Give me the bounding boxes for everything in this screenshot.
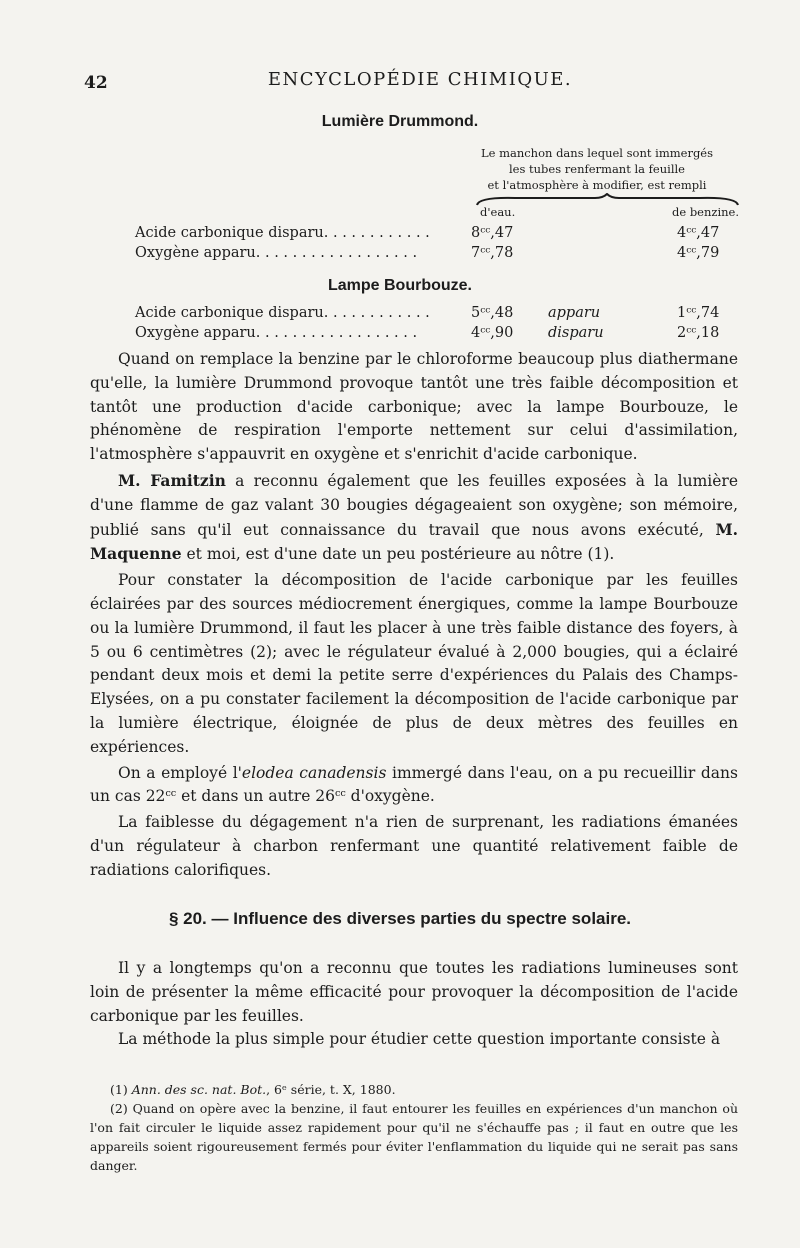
paragraph: Quand on remplace la benzine par le chloroforme beaucoup plus diathermane qu'elle, la lumière Drummond provoque tantôt une très faible décomposition et tantôt une production d'acide carbonique; avec la lampe Bourbouze, le phénomène de respiration l'emporte nettement sur celui d'assimilation, l'atmosphère s'appauvrit en oxygène et s'enrichit d'acide carbonique. bbox=[90, 350, 738, 464]
table-note-line: les tubes renfermant la feuille bbox=[508, 162, 685, 176]
table-note bbox=[452, 145, 742, 193]
table-row bbox=[135, 225, 755, 245]
table-row bbox=[135, 305, 755, 325]
body-text bbox=[90, 348, 738, 883]
drummond-title: Lumière Drummond. bbox=[321, 113, 479, 130]
author-name: M. Famitzin bbox=[118, 470, 226, 490]
row-label: Acide carbonique disparu. . . . . . . . . . . . bbox=[135, 305, 430, 321]
column-header-water: d'eau. bbox=[480, 205, 516, 219]
direction-label: disparu bbox=[548, 325, 604, 341]
author-name: M. Maquenne bbox=[90, 519, 738, 564]
running-title: ENCYCLOPÉDIE CHIMIQUE. bbox=[267, 69, 573, 90]
species-name: elodea canadensis bbox=[241, 763, 387, 782]
row-label: Acide carbonique disparu. . . . . . . . . . . . bbox=[135, 225, 430, 241]
paragraph: M. Famitzin a reconnu également que les feuilles exposées à la lumière d'une flamme de gaz valant 30 bougies dégageaient son oxygène; son mémoire, publié sans qu'il eut connaissance du travail que nous avons exécuté, M. Maquenne et moi, est d'une date un peu postérieure au nôtre (1). bbox=[90, 470, 738, 564]
benzine-value: 4ᶜᶜ,47 bbox=[677, 225, 720, 241]
row-label: Oxygène apparu. . . . . . . . . . . . . . . . . . bbox=[135, 325, 418, 341]
row-label: Oxygène apparu. . . . . . . . . . . . . . . . . . bbox=[135, 245, 418, 261]
benzine-value: 1ᶜᶜ,74 bbox=[677, 305, 720, 321]
table-row bbox=[135, 245, 755, 265]
footnote: (2) Quand on opère avec la benzine, il faut entourer les feuilles en expériences d'un manchon où l'on fait circuler le liquide assez rapidement pour qu'il ne s'échauffe pas ; il faut en outre que les appareils soient rigoureusement fermés pour éviter l'enflammation du liquide qui ne serait pas sans danger. bbox=[90, 1101, 738, 1173]
water-value: 8ᶜᶜ,47 bbox=[471, 225, 514, 241]
paragraph: Il y a longtemps qu'on a reconnu que toutes les radiations lumineuses sont loin de présenter la même efficacité pour provoquer la décomposition de l'acide carbonique par les feuilles. bbox=[90, 959, 738, 1025]
column-header-benzine: de benzine. bbox=[672, 205, 740, 219]
section-heading: § 20. — Influence des diverses parties du spectre solaire. bbox=[168, 909, 632, 928]
water-value: 4ᶜᶜ,90 bbox=[471, 325, 514, 341]
table-row bbox=[135, 325, 755, 345]
footnote: (1) Ann. des sc. nat. Bot., 6ᵉ série, t. X, 1880. bbox=[110, 1082, 396, 1097]
bourbouze-title: Lampe Bourbouze. bbox=[327, 277, 472, 294]
footnotes bbox=[90, 1080, 738, 1175]
paragraph: La méthode la plus simple pour étudier cette question importante consiste à bbox=[118, 1030, 721, 1049]
body-text-continued bbox=[90, 957, 738, 1052]
benzine-value: 2ᶜᶜ,18 bbox=[677, 325, 720, 341]
paragraph: La faiblesse du dégagement n'a rien de surprenant, les radiations émanées d'un régulateur à charbon renfermant une quantité relativement faible de radiations calorifiques. bbox=[90, 813, 738, 879]
page-number: 42 bbox=[84, 73, 108, 93]
direction-label: apparu bbox=[548, 305, 601, 321]
paragraph: On a employé l'elodea canadensis immergé dans l'eau, on a pu recueillir dans un cas 22ᶜᶜ et dans un autre 26ᶜᶜ d'oxygène. bbox=[90, 763, 738, 806]
table-note-line: Le manchon dans lequel sont immergés bbox=[480, 146, 714, 160]
water-value: 5ᶜᶜ,48 bbox=[471, 305, 514, 321]
page-header bbox=[80, 63, 760, 93]
citation: Ann. des sc. nat. Bot. bbox=[131, 1082, 267, 1097]
benzine-value: 4ᶜᶜ,79 bbox=[677, 245, 720, 261]
table-note-line: et l'atmosphère à modifier, est rempli bbox=[487, 178, 707, 192]
paragraph: Pour constater la décomposition de l'acide carbonique par les feuilles éclairées par des sources médiocrement énergiques, comme la lampe Bourbouze ou la lumière Drummond, il faut les placer à une très faible distance des foyers, à 5 ou 6 centimètres (2); avec le régulateur évalué à 2,000 bougies, qui a éclairé pendant deux mois et demi la petite serre d'expériences du Palais des Champs-Elysées, on a pu constater facilement la décomposition de l'acide carbonique par la lumière électrique, éloignée de plus de deux mètres des feuilles en expériences. bbox=[90, 571, 738, 756]
water-value: 7ᶜᶜ,78 bbox=[471, 245, 514, 261]
